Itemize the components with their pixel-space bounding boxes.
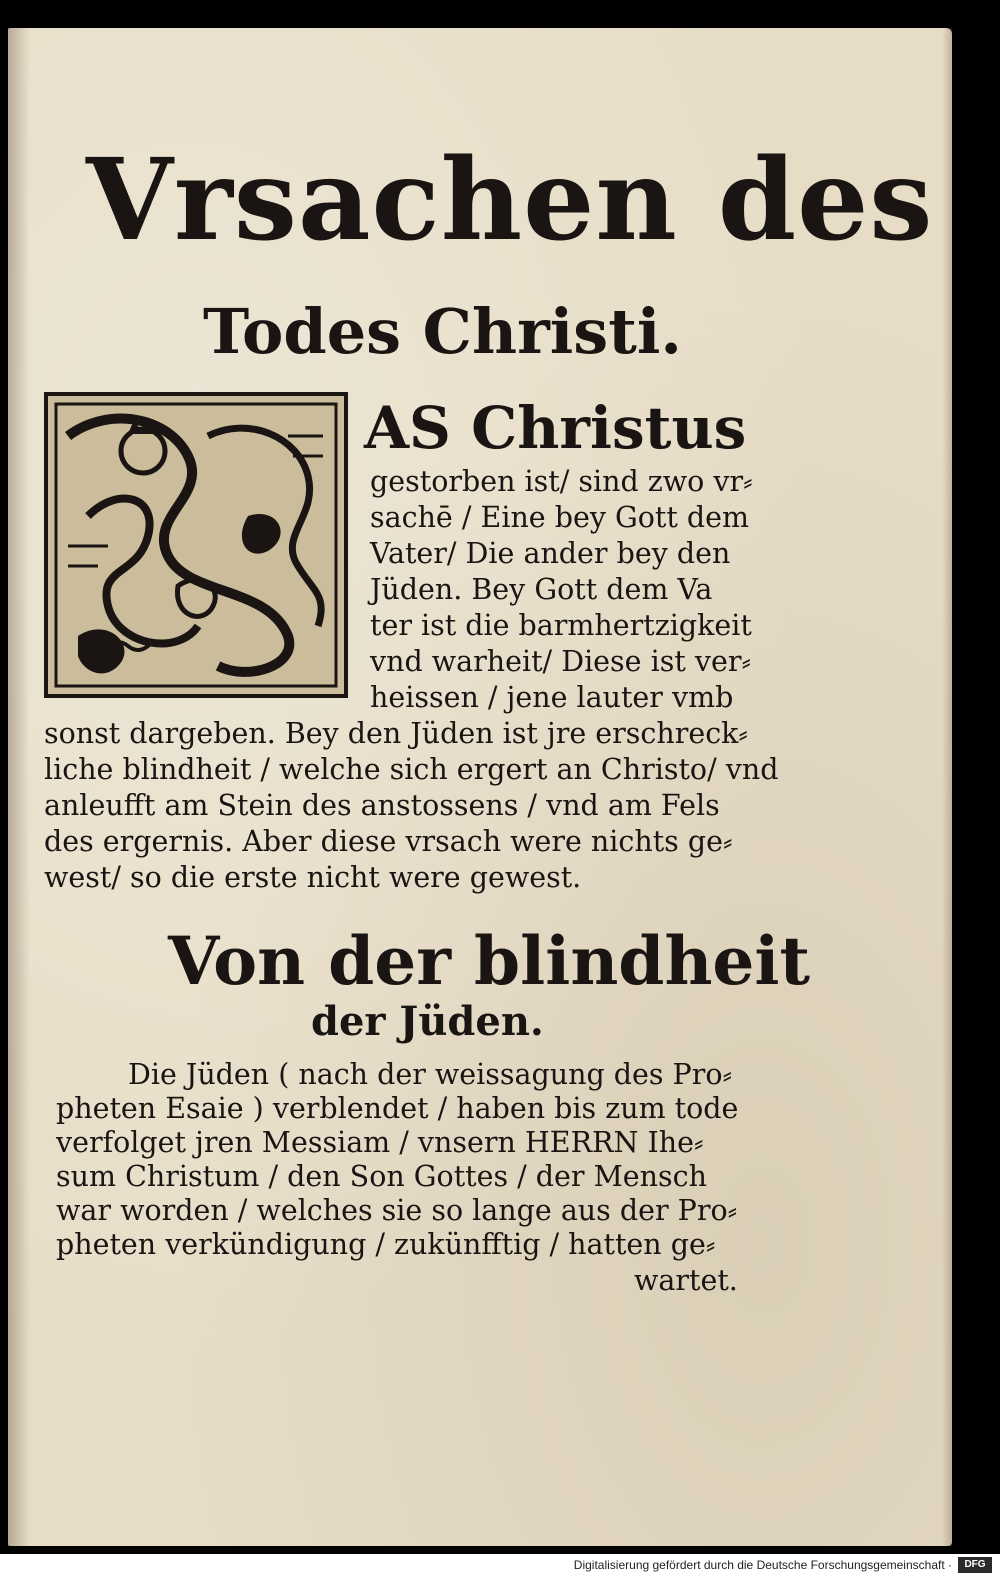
section-heading: Von der blindheit <box>168 922 810 1000</box>
page-title: Vrsachen des <box>86 135 934 266</box>
decorated-initial-woodcut <box>44 392 348 698</box>
text-line: Vater/ Die ander bey den <box>370 537 731 570</box>
text-line: sum Christum / den Son Gottes / der Mensch <box>56 1160 707 1193</box>
text-line: sachē / Eine bey Gott dem <box>370 501 750 534</box>
page-subtitle: Todes Christi. <box>203 295 682 368</box>
section-heading-continued: der Jüden. <box>311 998 544 1045</box>
initial-ornament-icon <box>48 396 344 694</box>
text-line: sonst dargeben. Bey den Jüden ist jre erschreck⸗ <box>44 717 748 750</box>
dfg-logo: DFG <box>958 1557 992 1573</box>
lead-text: AS Christus <box>364 394 747 462</box>
page-edge <box>942 28 952 1546</box>
text-line: wartet. <box>634 1264 738 1297</box>
text-line: verfolget jren Messiam / vnsern HERRN Ihe⸗ <box>56 1126 704 1159</box>
text-line: Die Jüden ( nach der weissagung des Pro⸗ <box>128 1058 733 1091</box>
text-line: west/ so die erste nicht were gewest. <box>44 861 582 894</box>
spine-shadow <box>8 28 30 1546</box>
text-line: heissen / jene lauter vmb <box>370 681 734 714</box>
text-line: vnd warheit/ Diese ist ver⸗ <box>370 645 751 678</box>
text-line: anleufft am Stein des anstossens / vnd am Fels <box>44 789 720 822</box>
text-line: ter ist die barmhertzigkeit <box>370 609 752 642</box>
text-line: des ergernis. Aber diese vrsach were nichts ge⸗ <box>44 825 733 858</box>
text-line: pheten Esaie ) verblendet / haben bis zum tode <box>56 1092 739 1125</box>
text-line: war worden / welches sie so lange aus der Pro⸗ <box>56 1194 738 1227</box>
text-line: Jüden. Bey Gott dem Va <box>370 573 713 606</box>
footer-bar <box>0 1554 1000 1584</box>
text-line: liche blindheit / welche sich ergert an Christo/ vnd <box>44 753 779 786</box>
footer-credit: Digitalisierung gefördert durch die Deutsche Forschungsgemeinschaft · <box>573 1558 952 1572</box>
text-line: gestorben ist/ sind zwo vr⸗ <box>370 465 753 498</box>
text-line: pheten verkündigung / zukünfftig / hatten ge⸗ <box>56 1228 716 1261</box>
book-page <box>8 28 952 1546</box>
